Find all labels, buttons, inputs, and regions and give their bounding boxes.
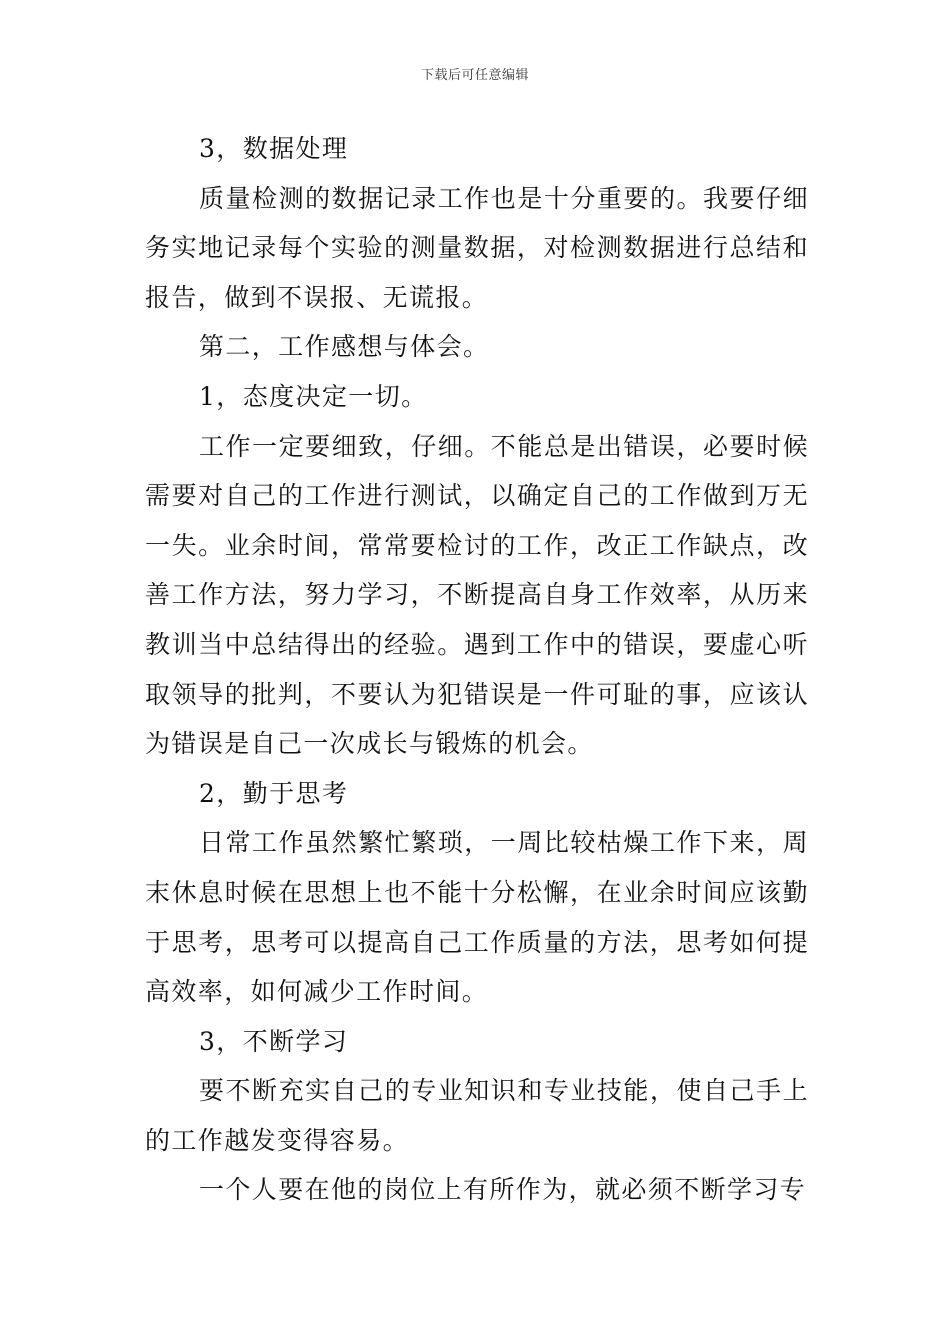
paragraph: 工作一定要细致，仔细。不能总是出错误，必要时候需要对自己的工作进行测试，以确定自己的工作做到万无一失。业余时间，常常要检讨的工作，改正工作缺点，改善工作方法，努力学习，不断提高自身工作效率，从历来教训当中总结得出的经验。遇到工作中的错误，要虚心听取领导的批判，不要认为犯错误是一件可耻的事，应该认为错误是自己一次成长与锻炼的机会。 — [145, 431, 809, 759]
paragraph: 质量检测的数据记录工作也是十分重要的。我要仔细务实地记录每个实验的测量数据，对检测数据进行总结和报告，做到不误报、无谎报。 — [145, 183, 809, 312]
paragraph-heading-attitude: 1，态度决定一切。 — [199, 381, 428, 411]
paragraph: 要不断充实自己的专业知识和专业技能，使自己手上的工作越发变得容易。 — [145, 1076, 809, 1155]
paragraph: 一个人要在他的岗位上有所作为，就必须不断学习专 — [199, 1175, 807, 1205]
paragraph-heading-thinking: 2，勤于思考 — [199, 778, 349, 808]
document-body — [145, 124, 809, 1215]
page-header: 下载后可任意编辑 — [420, 68, 529, 83]
paragraph-heading-learning: 3，不断学习 — [199, 1026, 349, 1056]
paragraph-heading-part-two: 第二，工作感想与体会。 — [199, 332, 490, 362]
paragraph-heading-data-processing: 3，数据处理 — [199, 134, 349, 163]
paragraph: 日常工作虽然繁忙繁琐，一周比较枯燥工作下来，周末休息时候在思想上也不能十分松懈，在业余时间应该勤于思考，思考可以提高自己工作质量的方法，思考如何提高效率，如何减少工作时间。 — [145, 828, 809, 1007]
